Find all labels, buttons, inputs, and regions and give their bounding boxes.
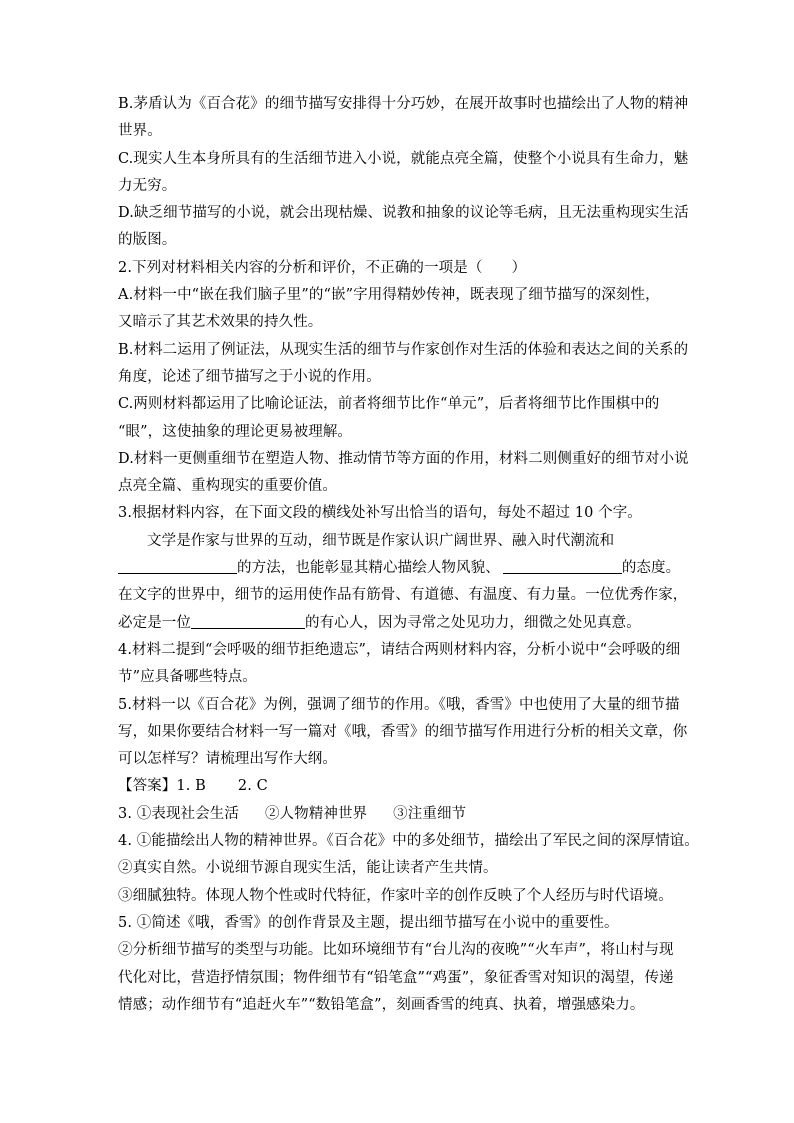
answer-line-1 xyxy=(118,773,678,800)
answer-5-line-1: 5. ①简述《哦，香雪》的创作背景及主题，提出细节描写在小说中的重要性。 xyxy=(118,914,619,931)
question-3-stem: 3.根据材料内容，在下面文段的横线处补写出恰当的语句，每处不超过 10 个字。 xyxy=(118,505,642,522)
answer-4-line-3: ③细腻独特。体现人物个性或时代特征，作家叶辛的创作反映了个人经历与时代语境。 xyxy=(118,887,673,904)
option-c-line-2: 力无穷。 xyxy=(118,177,177,194)
answer-5-line-4: 情感；动作细节有“追赶火车”“数铅笔盒”，刻画香雪的纯真、执着，增强感染力。 xyxy=(118,996,645,1013)
fill-blank-3 xyxy=(191,612,305,629)
q2-option-b-line-2: 角度，论述了细节描写之于小说的作用。 xyxy=(118,368,381,385)
option-b-line-1: B.茅盾认为《百合花》的细节描写安排得十分巧妙，在展开故事时也描绘出了人物的精神 xyxy=(118,96,689,112)
q2-option-d-line-2: 点亮全篇、重构现实的重要价值。 xyxy=(118,478,337,495)
answer-3-part-1: 3. ①表现社会生活 xyxy=(118,805,239,822)
question-4-line-2: 节”应具备哪些特点。 xyxy=(118,669,257,686)
fill-blank-2 xyxy=(503,557,622,574)
answer-3-part-3: ③注重细节 xyxy=(393,805,467,822)
passage-line-2-text-b: 的态度。 xyxy=(621,560,681,577)
question-4-line-1: 4.材料二提到“会呼吸的细节拒绝遗忘”，请结合两则材料内容，分析小说中“会呼吸的细 xyxy=(118,641,681,658)
answer-3-part-2: ②人物精神世界 xyxy=(264,805,368,822)
answer-2: 2. C xyxy=(237,778,268,795)
passage-line-4-text-b: 的有心人，因为寻常之处见功力，细微之处见真意。 xyxy=(305,614,641,631)
question-2-stem: 2.下列对材料相关内容的分析和评价，不正确的一项是（ ） xyxy=(118,259,527,276)
passage-line-3: 在文字的世界中，细节的运用使作品有筋骨、有道德、有温度、有力量。一位优秀作家， xyxy=(118,587,688,604)
passage-line-4-text-a: 必定是一位 xyxy=(118,614,191,631)
option-c-line-1: C.现实人生本身所具有的生活细节进入小说，就能点亮全篇，使整个小说具有生命力，魅 xyxy=(118,150,689,167)
option-d-line-1: D.缺乏细节描写的小说，就会出现枯燥、说教和抽象的议论等毛病，且无法重构现实生活 xyxy=(118,205,689,222)
fill-blank-1 xyxy=(118,557,237,574)
q2-option-a-line-1: A.材料一中“嵌在我们脑子里”的“嵌”字用得精妙传神，既表现了细节描写的深刻性， xyxy=(118,287,660,304)
answer-5-line-3: 代化对比，营造抒情氛围；物件细节有“铅笔盒”“鸡蛋”，象征香雪对知识的渴望，传递 xyxy=(118,969,674,986)
passage-line-2 xyxy=(118,555,681,582)
passage-line-1: 文学是作家与世界的互动，细节既是作家认识广阔世界、融入时代潮流和 xyxy=(147,532,615,549)
q2-option-b-line-1: B.材料二运用了例证法，从现实生活的细节与作家创作对生活的体验和表达之间的关系的 xyxy=(118,341,689,358)
answer-1: 【答案】1. B xyxy=(118,778,206,795)
question-5-line-3: 可以怎样写？请梳理出写作大纲。 xyxy=(118,751,337,768)
passage-line-4 xyxy=(118,610,678,637)
answer-4-line-1: 4. ①能描绘出人物的精神世界。《百合花》中的多处细节，描绘出了军民之间的深厚情谊。 xyxy=(118,833,699,850)
answer-3-line xyxy=(118,801,678,828)
q2-option-c-line-2: “眼”，这使抽象的理论更易被理解。 xyxy=(118,423,353,440)
answer-4-line-2: ②真实自然。小说细节源自现实生活，能让读者产生共情。 xyxy=(118,860,498,877)
q2-option-c-line-1: C.两则材料都运用了比喻论证法，前者将细节比作“单元”，后者将细节比作围棋中的 xyxy=(118,396,660,413)
option-d-line-2: 的版图。 xyxy=(118,232,177,249)
question-5-line-1: 5.材料一以《百合花》为例，强调了细节的作用。《哦，香雪》中也使用了大量的细节描 xyxy=(118,696,680,713)
passage-line-2-text-a: 的方法，也能彰显其精心描绘人物风貌、 xyxy=(237,560,500,577)
q2-option-a-line-2: 又暗示了其艺术效果的持久性。 xyxy=(118,314,323,331)
answer-5-line-2: ②分析细节描写的类型与功能。比如环境细节有“台儿沟的夜晚”“火车声”，将山村与现 xyxy=(118,942,674,959)
question-5-line-2: 写，如果你要结合材料一写一篇对《哦，香雪》的细节描写作用进行分析的相关文章，你 xyxy=(118,723,688,740)
option-b-line-2: 世界。 xyxy=(118,123,162,140)
q2-option-d-line-1: D.材料一更侧重细节在塑造人物、推动情节等方面的作用，材料二则侧重好的细节对小说 xyxy=(118,450,689,467)
document-page xyxy=(118,91,699,1019)
